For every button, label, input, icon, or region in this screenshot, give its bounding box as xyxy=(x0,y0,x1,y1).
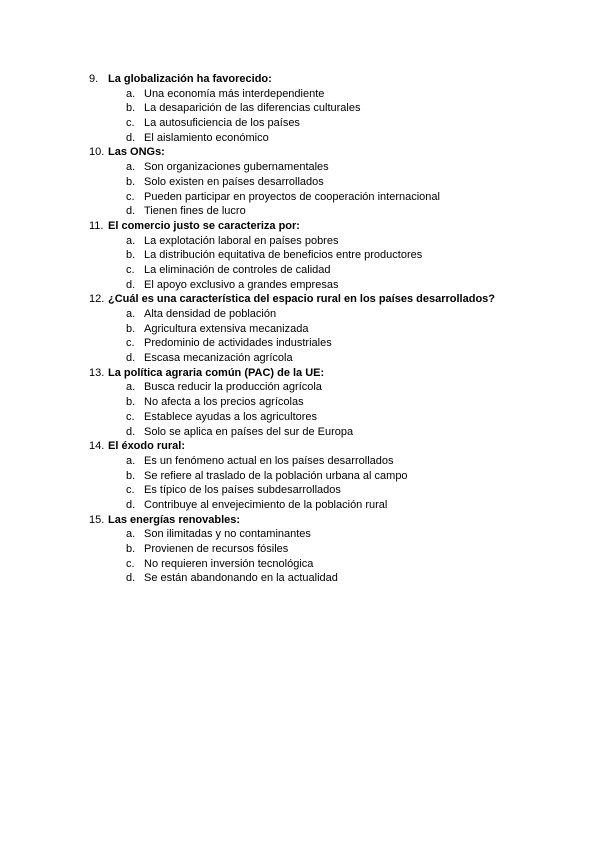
option-item xyxy=(89,116,569,131)
option-text: Agricultura extensiva mecanizada xyxy=(144,322,309,335)
option-item xyxy=(89,498,569,513)
question-item xyxy=(89,513,569,586)
option-letter: b. xyxy=(126,175,136,188)
option-text: Establece ayudas a los agricultores xyxy=(144,410,318,423)
question-text: La globalización ha favorecido: xyxy=(108,73,272,85)
option-letter: c. xyxy=(126,557,135,570)
option-text: Tienen fines de lucro xyxy=(144,205,246,218)
option-letter: b. xyxy=(126,396,136,409)
option-letter: d. xyxy=(126,498,136,511)
option-item xyxy=(89,263,569,278)
option-item xyxy=(89,101,569,116)
option-letter: d. xyxy=(126,572,136,585)
question-text: Las ONGs: xyxy=(108,146,165,159)
option-text: Solo se aplica en países del sur de Europa xyxy=(144,425,354,438)
option-text: Busca reducir la producción agrícola xyxy=(144,381,322,394)
option-item xyxy=(89,336,569,351)
option-item xyxy=(89,248,569,263)
question-number: 15. xyxy=(89,513,105,526)
question-text: El comercio justo se caracteriza por: xyxy=(108,219,300,232)
option-text: Contribuye al envejecimiento de la población rural xyxy=(144,498,388,511)
question-item xyxy=(89,366,569,439)
option-letter: a. xyxy=(126,528,136,541)
option-item xyxy=(89,87,569,102)
option-text: La desaparición de las diferencias culturales xyxy=(144,102,361,115)
option-text: Son organizaciones gubernamentales xyxy=(144,161,329,174)
option-item xyxy=(89,234,569,249)
option-item xyxy=(89,454,569,469)
question-item xyxy=(89,292,569,365)
option-letter: d. xyxy=(126,352,136,365)
question-header xyxy=(89,219,569,234)
option-letter: d. xyxy=(126,425,136,438)
option-text: Es un fenómeno actual en los países desarrollados xyxy=(144,454,394,467)
option-text: La eliminación de controles de calidad xyxy=(144,263,331,276)
option-item xyxy=(89,380,569,395)
option-letter: c. xyxy=(126,117,135,130)
option-letter: c. xyxy=(126,190,135,203)
option-list xyxy=(89,454,569,513)
option-item xyxy=(89,469,569,484)
option-letter: a. xyxy=(126,234,136,247)
option-text: La autosuficiencia de los países xyxy=(144,117,300,130)
option-item xyxy=(89,190,569,205)
question-item xyxy=(89,72,569,145)
question-text: El éxodo rural: xyxy=(108,440,186,453)
option-text: El aislamiento económico xyxy=(144,131,269,144)
option-item xyxy=(89,160,569,175)
option-letter: c. xyxy=(126,263,135,276)
question-item xyxy=(89,439,569,512)
option-item xyxy=(89,410,569,425)
option-text: La distribución equitativa de beneficios entre productores xyxy=(144,249,423,262)
option-text: La explotación laboral en países pobres xyxy=(144,234,339,247)
option-text: No afecta a los precios agrícolas xyxy=(144,396,304,409)
option-text: El apoyo exclusivo a grandes empresas xyxy=(144,278,339,291)
option-letter: d. xyxy=(126,278,136,291)
option-text: No requieren inversión tecnológica xyxy=(144,557,314,570)
option-item xyxy=(89,557,569,572)
option-list xyxy=(89,527,569,586)
option-text: Alta densidad de población xyxy=(144,308,277,320)
option-text: Escasa mecanización agrícola xyxy=(144,352,293,365)
option-letter: b. xyxy=(126,249,136,262)
question-number: 13. xyxy=(89,366,105,379)
question-number: 14. xyxy=(89,440,105,453)
option-item xyxy=(89,483,569,498)
option-letter: d. xyxy=(126,131,136,144)
option-letter: a. xyxy=(126,161,136,174)
question-text: ¿Cuál es una característica del espacio rural en los países desarrollados? xyxy=(108,293,495,306)
question-header xyxy=(89,513,569,528)
option-text: Es típico de los países subdesarrollados xyxy=(144,484,341,497)
question-text: Las energías renovables: xyxy=(108,513,241,526)
option-text: Predominio de actividades industriales xyxy=(144,337,332,350)
option-letter: b. xyxy=(126,469,136,482)
option-item xyxy=(89,527,569,542)
option-letter: b. xyxy=(126,543,136,555)
question-list xyxy=(89,72,569,586)
option-letter: a. xyxy=(126,454,136,467)
option-item xyxy=(89,351,569,366)
option-text: Provienen de recursos fósiles xyxy=(144,543,289,555)
option-list xyxy=(89,307,569,366)
option-text: Son ilimitadas y no contaminantes xyxy=(144,528,311,541)
option-item xyxy=(89,425,569,440)
question-item xyxy=(89,219,569,292)
option-text: Pueden participar en proyectos de cooperación internacional xyxy=(144,190,440,203)
option-item xyxy=(89,175,569,190)
option-letter: a. xyxy=(126,381,136,394)
option-list xyxy=(89,87,569,146)
option-list xyxy=(89,160,569,219)
question-header xyxy=(89,145,569,160)
option-letter: a. xyxy=(126,87,136,100)
option-item xyxy=(89,395,569,410)
option-text: Solo existen en países desarrollados xyxy=(144,175,324,188)
question-number: 9. xyxy=(89,73,99,85)
question-number: 11. xyxy=(89,219,104,232)
option-letter: c. xyxy=(126,337,135,350)
option-text: Una economía más interdependiente xyxy=(144,87,325,100)
option-text: Se están abandonando en la actualidad xyxy=(144,572,338,585)
question-header xyxy=(89,72,569,87)
option-letter: b. xyxy=(126,322,136,335)
option-item xyxy=(89,278,569,293)
question-number: 10. xyxy=(89,146,105,159)
option-letter: b. xyxy=(126,102,136,115)
option-item xyxy=(89,542,569,557)
question-item xyxy=(89,145,569,218)
option-list xyxy=(89,234,569,293)
option-list xyxy=(89,380,569,439)
question-number: 12. xyxy=(89,293,105,306)
option-letter: c. xyxy=(126,484,135,497)
option-letter: a. xyxy=(126,308,136,320)
option-text: Se refiere al traslado de la población urbana al campo xyxy=(144,469,408,482)
option-item xyxy=(89,571,569,586)
question-header xyxy=(89,366,569,381)
option-letter: c. xyxy=(126,410,135,423)
option-item xyxy=(89,307,569,322)
option-letter: d. xyxy=(126,205,136,218)
question-header xyxy=(89,292,569,307)
option-item xyxy=(89,131,569,146)
question-header xyxy=(89,439,569,454)
option-item xyxy=(89,322,569,337)
option-item xyxy=(89,204,569,219)
question-text: La política agraria común (PAC) de la UE: xyxy=(108,366,325,379)
